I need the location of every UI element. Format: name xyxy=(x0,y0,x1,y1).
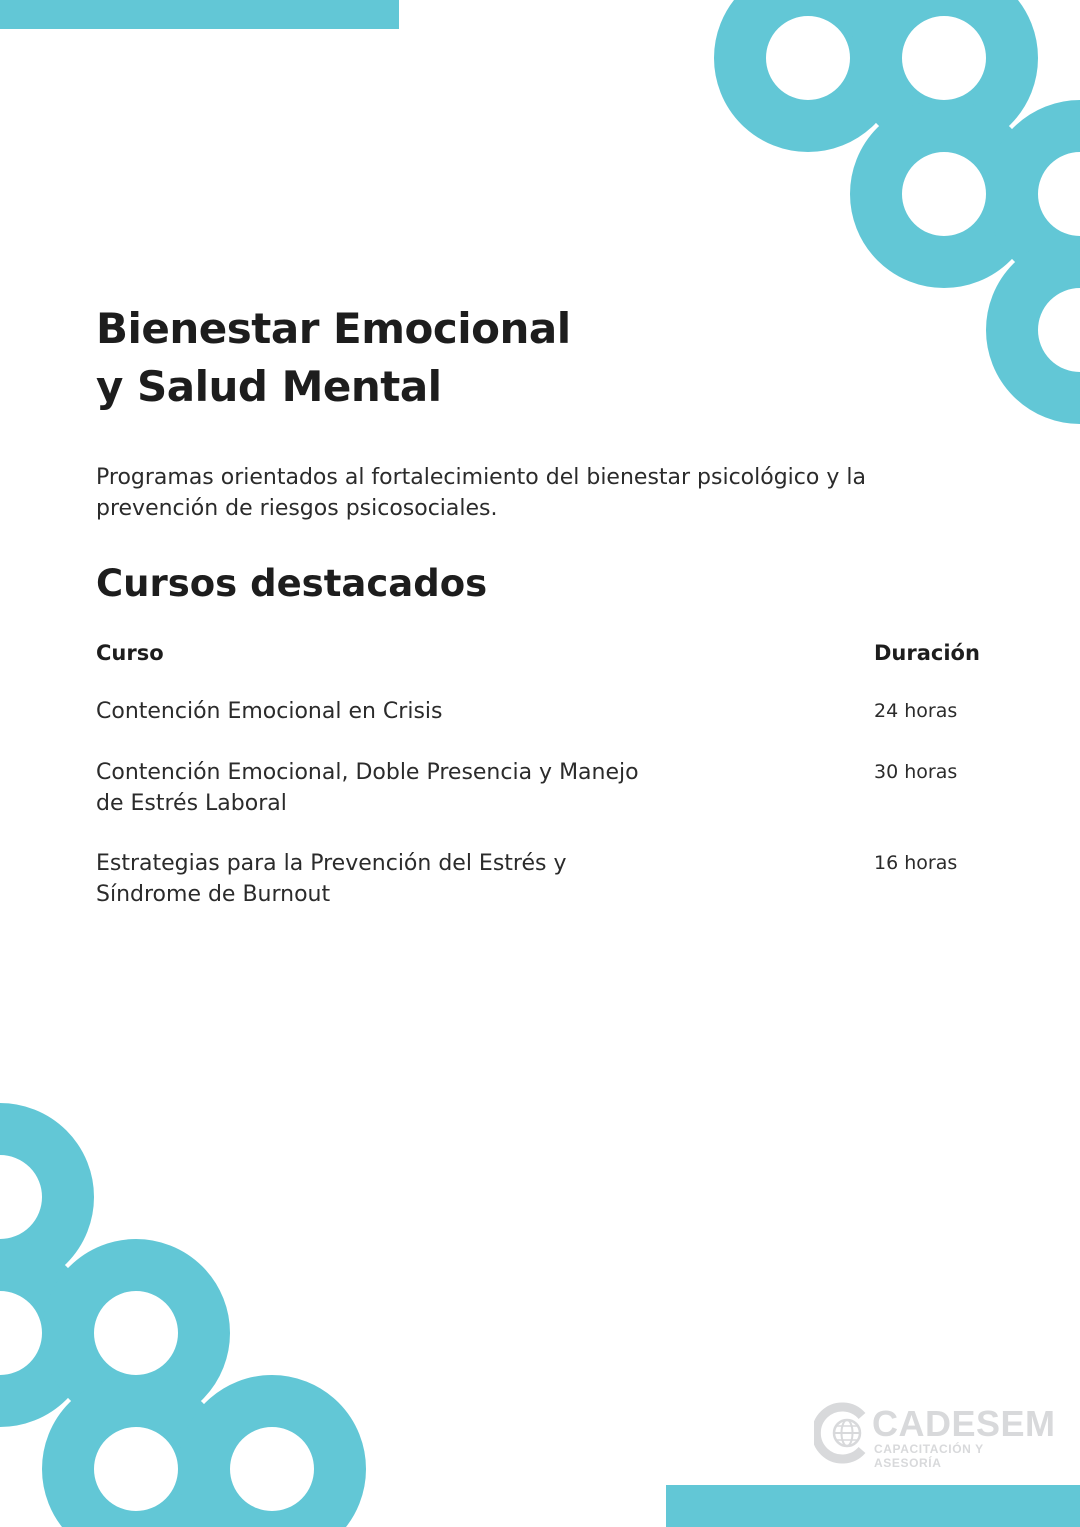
brand-logo xyxy=(814,1402,1054,1472)
course-name: Contención Emocional en Crisis xyxy=(96,699,443,724)
ring-bottom-left-5 xyxy=(204,1401,340,1527)
brand-tagline: CAPACITACIÓN Y ASESORÍA xyxy=(874,1442,984,1470)
table-row xyxy=(96,696,996,727)
course-duration: 30 horas xyxy=(874,761,958,783)
course-name: Contención Emocional, Doble Presencia y Manejo de Estrés Laboral xyxy=(96,760,639,816)
brand-name: CADESEM xyxy=(872,1403,1056,1444)
table-row xyxy=(96,757,996,819)
courses-table xyxy=(96,636,996,910)
course-duration: 24 horas xyxy=(874,700,958,722)
page-title xyxy=(96,300,571,416)
courses-table-header xyxy=(96,636,996,670)
intro-paragraph: Programas orientados al fortalecimiento del bienestar psicológico y la prevención de riesgos psicosociales. xyxy=(96,465,866,521)
column-header-course: Curso xyxy=(96,641,164,665)
ring-top-right-5 xyxy=(1012,262,1080,398)
course-name: Estrategias para la Prevención del Estrés y Síndrome de Burnout xyxy=(96,851,567,907)
page-title-line-1: Bienestar Emocional xyxy=(96,304,571,353)
course-duration: 16 horas xyxy=(874,852,958,874)
page-title-line-2: y Salud Mental xyxy=(96,362,442,411)
column-header-duration: Duración xyxy=(874,641,980,665)
table-row xyxy=(96,848,996,910)
section-title: Cursos destacados xyxy=(96,562,488,605)
globe-c-icon xyxy=(814,1402,876,1464)
